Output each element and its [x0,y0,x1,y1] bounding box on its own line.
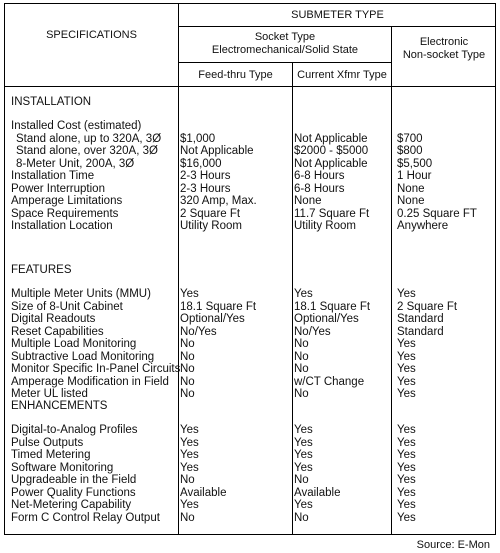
row-value: Utility Room [180,220,242,232]
row-value: Yes [397,461,416,474]
row-label: Multiple Meter Units (MMU) [11,288,151,300]
table-row [11,326,495,339]
row-value: 18.1 Square Ft [180,300,257,313]
table-row [11,183,495,196]
row-value: Yes [294,461,313,474]
row-value: Yes [397,499,416,511]
row-value: 6-8 Hours [294,182,345,195]
socket-type-heading-line1: Socket Type [254,31,316,43]
row-value: Yes [397,486,416,499]
row-value: Not Applicable [294,157,368,170]
header-divider-bottom [5,86,495,87]
table-row [11,133,495,146]
row-value: Not Applicable [294,132,368,145]
row-value: $16,000 [180,157,222,170]
row-value: No [180,388,195,400]
socket-type-heading-line2: Electromechanical/Solid State [211,44,359,56]
row-value: Yes [294,449,313,461]
row-value: Yes [397,449,416,461]
row-value: 0.25 Square FT [397,207,477,220]
row-value: None [294,195,322,207]
row-label: Timed Metering [11,449,91,461]
row-value: $700 [397,132,423,145]
row-label: Digital Readouts [11,313,96,325]
row-value: No/Yes [180,325,217,338]
table-row [11,288,495,301]
spec-table [4,3,496,535]
specifications-heading: SPECIFICATIONS [46,29,137,41]
row-label: Pulse Outputs [11,436,84,449]
row-value: Utility Room [294,220,356,232]
table-row [11,208,495,221]
row-label: Software Monitoring [11,461,114,474]
row-value: w/CT Change [294,375,365,388]
table-row [11,487,495,500]
row-value: 2-3 Hours [180,182,231,195]
row-value: Yes [294,499,313,511]
row-value: Yes [180,424,199,436]
row-value: No [180,511,195,524]
row-value: Yes [397,424,416,436]
row-value: Yes [397,338,416,350]
row-label: Upgradeable in the Field [11,474,137,486]
row-label: Space Requirements [11,207,119,220]
header-divider-sub [178,62,391,63]
row-label: Installation Location [11,220,113,232]
row-value: Yes [397,288,416,300]
row-value: 6-8 Hours [294,170,345,182]
row-value: No [294,363,309,375]
row-value: No [294,350,309,363]
row-label: Multiple Load Monitoring [11,338,137,350]
table-row [11,338,495,351]
row-value: Optional/Yes [294,313,359,325]
row-value: Available [294,486,341,499]
row-label: Power Interruption [11,182,105,195]
row-label: Stand alone, up to 320A, 3Ø [16,132,162,145]
row-value: $2000 - $5000 [294,145,369,157]
row-value: Yes [180,449,199,461]
row-value: Yes [397,511,416,524]
electronic-heading-line2: Non-socket Type [402,49,486,61]
row-value: No [180,338,195,350]
row-label: Size of 8-Unit Cabinet [11,300,123,313]
row-value: Not Applicable [180,145,254,157]
row-label: Reset Capabilities [11,325,104,338]
row-value: Yes [397,350,416,363]
row-value: None [397,182,425,195]
row-value: 2 Square Ft [180,207,241,220]
row-value: Yes [180,461,199,474]
row-label: 8-Meter Unit, 200A, 3Ø [16,157,135,170]
row-value: 320 Amp, Max. [180,195,257,207]
row-value: Yes [294,288,313,300]
row-value: Anywhere [397,220,449,232]
row-value: $5,500 [397,157,433,170]
table-row [11,424,495,437]
table-row [11,512,495,525]
row-value: Yes [397,474,416,486]
row-value: No [180,474,195,486]
row-value: Yes [294,436,313,449]
row-value: Yes [397,388,416,400]
table-row [11,351,495,364]
row-value: No [294,338,309,350]
feed-thru-heading: Feed-thru Type [198,69,273,81]
current-xfmr-heading: Current Xfmr Type [297,69,387,81]
table-row [11,158,495,171]
row-value: Yes [397,436,416,449]
row-label: Digital-to-Analog Profiles [11,424,138,436]
row-value: Yes [180,288,199,300]
row-label: Stand alone, over 320A, 3Ø [16,145,158,157]
row-label: Monitor Specific In-Panel Circuits [11,363,181,375]
table-row [11,449,495,462]
row-value: Yes [180,499,199,511]
header-divider-top [178,26,495,27]
section-title: ENHANCEMENTS [11,400,108,412]
row-value: Standard [397,313,444,325]
table-row [11,220,495,233]
source-note: Source: E-Mon [416,539,490,551]
row-value: $800 [397,145,423,157]
table-row [11,120,495,133]
table-row [11,363,495,376]
row-value: None [397,195,425,207]
table-row [11,195,495,208]
row-value: No [180,363,195,375]
row-value: Standard [397,325,444,338]
row-value: No/Yes [294,325,331,338]
row-label: Form C Control Relay Output [11,511,160,524]
table-row [11,437,495,450]
table-row [11,301,495,314]
row-value: No [180,375,195,388]
section-title: FEATURES [11,264,72,276]
row-value: Yes [294,424,313,436]
row-value: 2-3 Hours [180,170,231,182]
section-title: INSTALLATION [11,96,92,108]
row-value: Yes [397,375,416,388]
table-row [11,499,495,512]
row-label: Installed Cost (estimated) [11,120,142,132]
submeter-type-heading: SUBMETER TYPE [291,9,384,21]
row-value: 11.7 Square Ft [294,207,370,220]
row-value: 18.1 Square Ft [294,300,371,313]
row-value: $1,000 [180,132,216,145]
row-label: Net-Metering Capability [11,499,132,511]
electronic-heading-line1: Electronic [419,36,469,48]
row-label: Amperage Limitations [11,195,123,207]
table-row [11,462,495,475]
table-row [11,145,495,158]
row-label: Power Quality Functions [11,486,136,499]
row-label: Meter UL listed [11,388,88,400]
row-label: Installation Time [11,170,95,182]
row-value: 1 Hour [397,170,432,182]
row-value: Yes [397,363,416,375]
table-row [11,313,495,326]
row-label: Amperage Modification in Field [11,375,169,388]
row-value: Available [180,486,227,499]
row-value: No [294,511,309,524]
table-row [11,170,495,183]
row-value: No [180,350,195,363]
row-value: Optional/Yes [180,313,245,325]
row-value: Yes [180,436,199,449]
table-row [11,474,495,487]
table-row [11,376,495,389]
row-label: Subtractive Load Monitoring [11,350,155,363]
row-value: No [294,388,309,400]
row-value: No [294,474,309,486]
row-value: 2 Square Ft [397,300,458,313]
